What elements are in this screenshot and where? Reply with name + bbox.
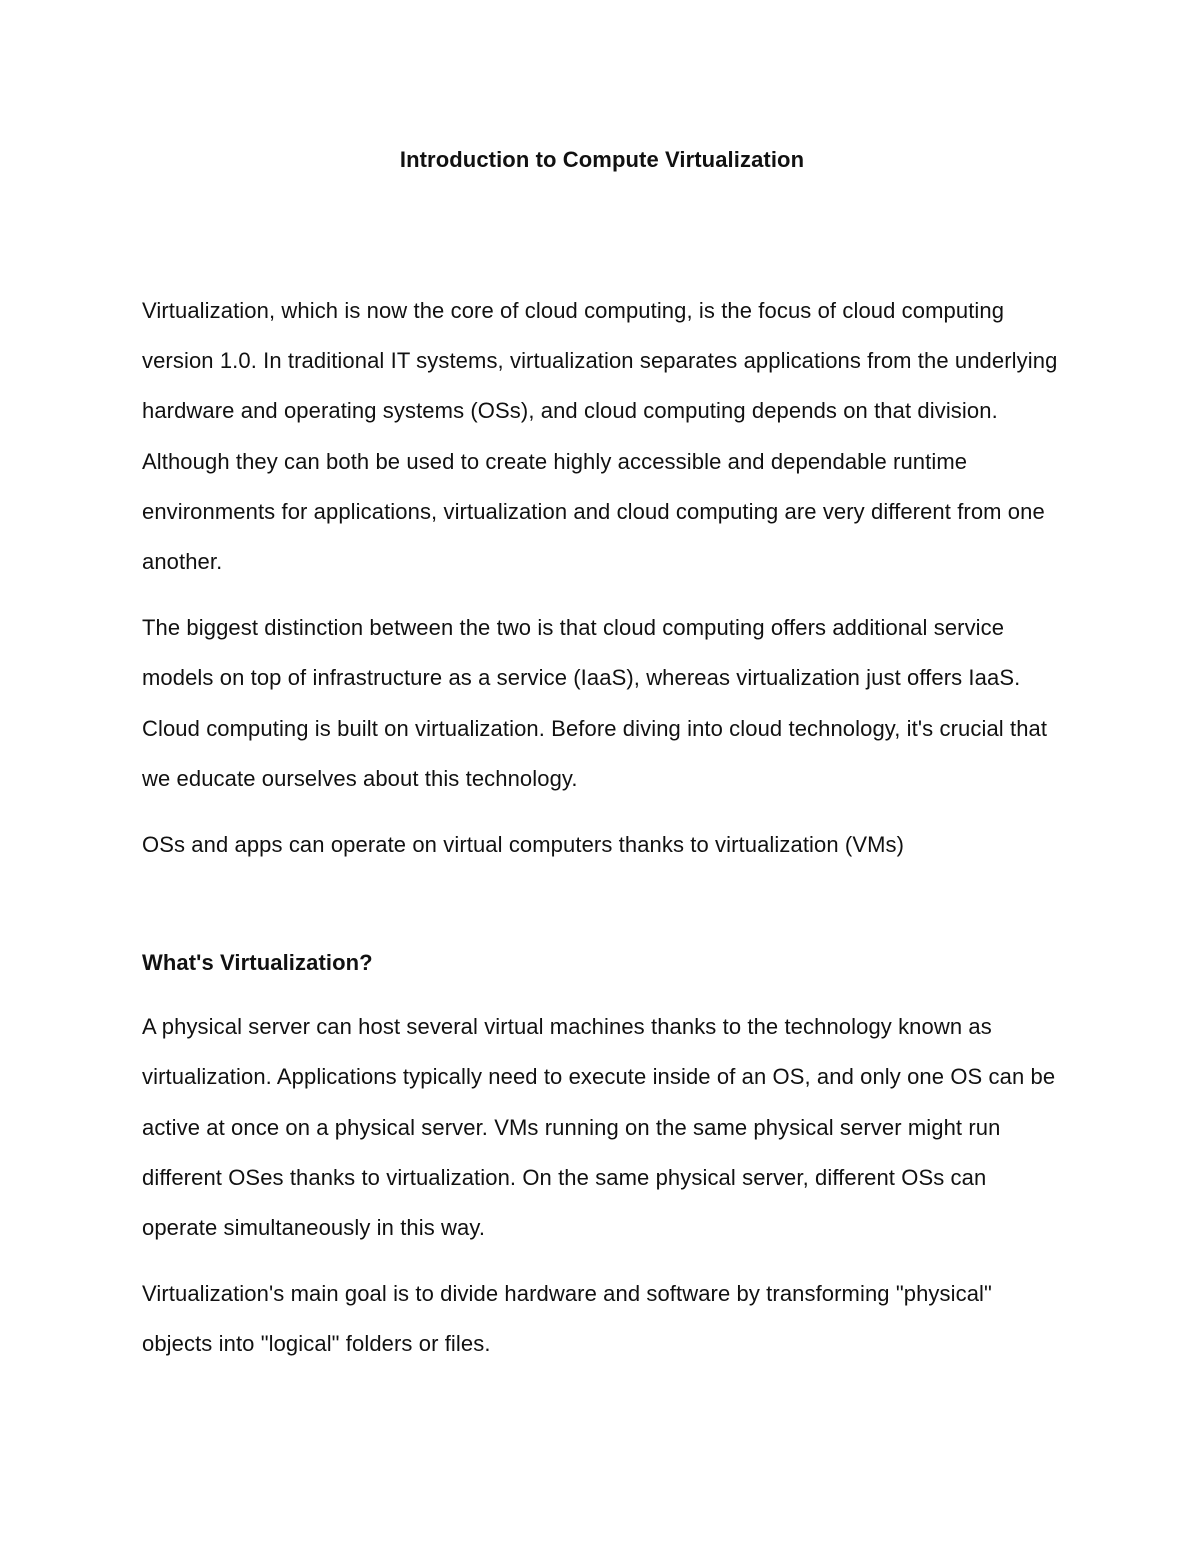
spacer [142, 804, 1062, 820]
spacer [142, 988, 1062, 1002]
spacer [142, 1253, 1062, 1269]
spacer [142, 587, 1062, 603]
section-heading: What's Virtualization? [142, 950, 373, 976]
spacer [142, 180, 1062, 286]
intro-paragraph-1: Virtualization, which is now the core of cloud computing, is the focus of cloud computing version 1.0. In traditional IT systems, virtualization separates applications from the underlying hardware and operating systems (OSs), and cloud computing depends on that division. Although they can both be used to create highly accessible and dependable runtime environments for applications, virtualization and cloud computing are very different from one another. [142, 298, 1058, 575]
spacer [142, 870, 1062, 938]
section-paragraph-1: A physical server can host several virtual machines thanks to the technology known as virtualization. Applications typically need to execute inside of an OS, and only one OS can be active at once on a physical server. VMs running on the same physical server might run different OSes thanks to virtualization. On the same physical server, different OSs can operate simultaneously in this way. [142, 1014, 1056, 1241]
page-title: Introduction to Compute Virtualization [399, 147, 805, 172]
intro-paragraph-3: OSs and apps can operate on virtual computers thanks to virtualization (VMs) [142, 832, 905, 858]
section-paragraph-2: Virtualization's main goal is to divide hardware and software by transforming "physical" objects into "logical" folders or files. [142, 1281, 992, 1357]
intro-paragraph-2: The biggest distinction between the two is that cloud computing offers additional service models on top of infrastructure as a service (IaaS), whereas virtualization just offers IaaS. Cloud computing is built on virtualization. Before diving into cloud technology, it's crucial that we educate ourselves about this technology. [142, 615, 1048, 791]
document-body [142, 140, 1062, 1370]
